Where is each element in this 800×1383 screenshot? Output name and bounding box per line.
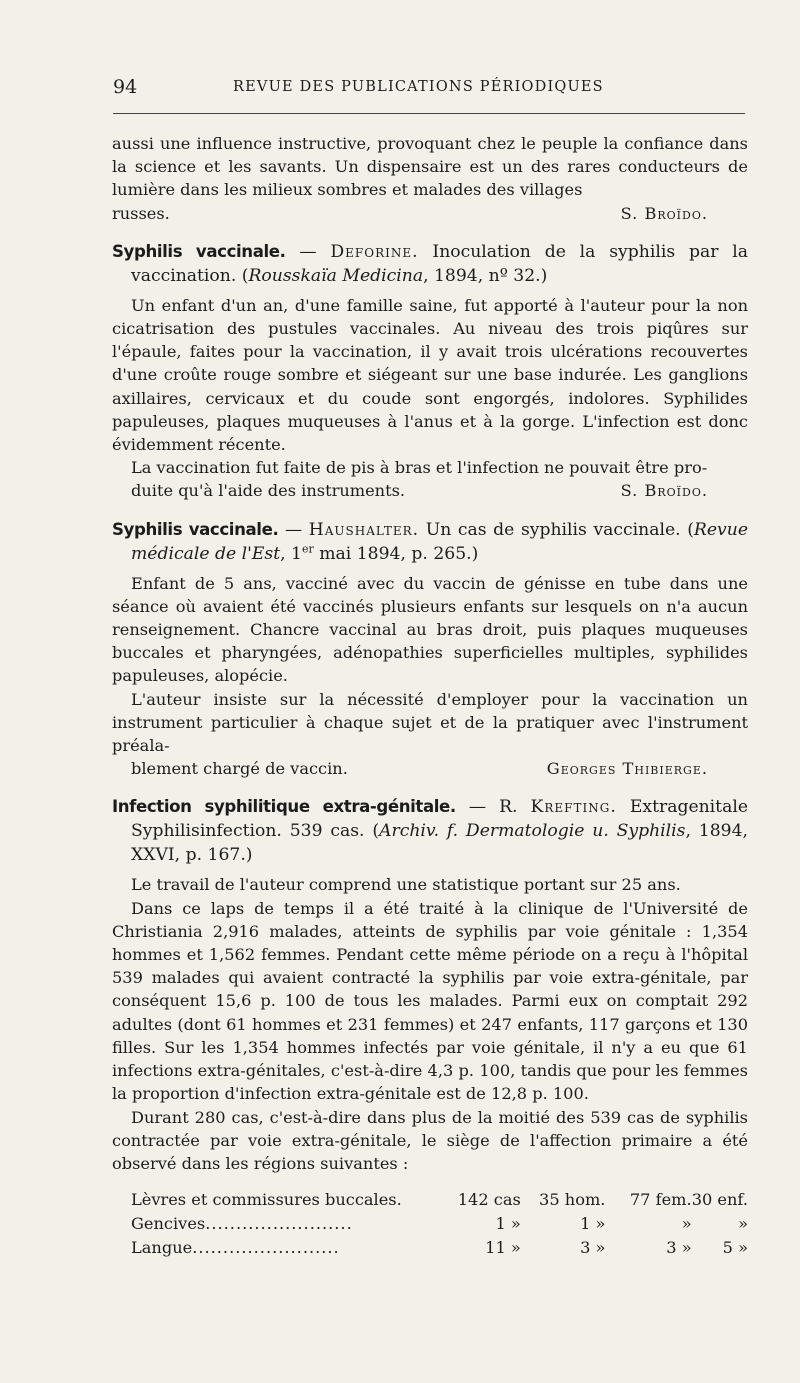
- page-header: [113, 76, 745, 106]
- intro-signature: S. Broïdo.: [620, 203, 708, 223]
- article-deforine: [112, 240, 748, 503]
- reviewer-signature: S. Broïdo.: [620, 481, 708, 501]
- intro-text: aussi une influence instructive, provoquant chez le peuple la confiance dans la science et les savants. Un dispensaire est un des rares conducteurs de lumière dans les milieux sombres et malades des villages: [112, 134, 748, 200]
- reviewer-signature: Georges Thibierge.: [546, 759, 708, 779]
- article-reference-date: mai 1894, p. 265.): [313, 543, 479, 564]
- article-paragraph: [112, 456, 748, 502]
- article-paragraph: Enfant de 5 ans, vacciné avec du vaccin de génisse en tube dans une séance où avaient été vaccinés plusieurs enfants sur lesquels on n'a aucun renseignement. Chancre vaccinal au bras droit, puis plaques muqueuses buccales et pharyngées, adénopathies superficielles multiples, syphilides papuleuses, alopécie.: [112, 573, 748, 686]
- paragraph-text: L'auteur insiste sur la nécessité d'employer pour la vaccination un instrument particulier à chaque sujet et de la pratiquer avec l'instrument préala-: [112, 689, 748, 756]
- article-heading: [112, 240, 748, 288]
- article-krefting: [112, 795, 748, 1260]
- row-label: Gencives: [131, 1214, 206, 1234]
- intro-last-line: russes.: [112, 203, 170, 223]
- article-heading: [112, 795, 748, 867]
- paragraph-last-line: blement chargé de vaccin.: [131, 759, 348, 779]
- table-cell-label: [131, 1188, 435, 1212]
- article-reference: , 1894, XXVI, p. 167.): [131, 821, 749, 866]
- article-paragraph: Dans ce laps de temps il a été traité à la clinique de l'Université de Christiania 2,916 malades, atteints de syphilis par voie génitale : 1,354 hommes et 1,562 femmes. Pendant cette même période on a reçu à l'hôpital 539 malades qui avaient contracté la syphilis par voie extra-génitale, par conséquent 15,6 p. 100 de tous les malades. Parmi eux on comptait 292 adultes (dont 61 hommes et 231 femmes) et 247 enfants, 117 garçons et 130 filles. Sur les 1,354 hommes infectés par voie génitale, il n'y a eu que 61 infections extra-génitales, c'est-à-dire 4,3 p. 100, tandis que pour les femmes la proportion d'infection extra-génitale est de 12,8 p. 100.: [112, 898, 748, 1104]
- article-reference: , 1: [280, 543, 302, 564]
- heading-dash: —: [278, 519, 309, 540]
- table-cell-children: 30 enf.: [691, 1190, 748, 1210]
- article-paragraph: Durant 280 cas, c'est-à-dire dans plus de la moitié des 539 cas de syphilis contractée par voie extra-génitale, le siège de l'affection primaire a été observé dans les régions suivantes :: [112, 1107, 748, 1173]
- article-heading: [112, 518, 748, 566]
- signature-line: [112, 757, 748, 780]
- article-description: Extragenitale Syphilisinfection. 539 cas. (: [131, 797, 749, 842]
- author-initial: R.: [499, 797, 531, 818]
- article-haushalter: [112, 518, 748, 781]
- article-title: Infection syphilitique extra-génitale.: [112, 797, 456, 817]
- header-rule: [113, 113, 745, 114]
- leader-dots: ........................: [205, 1214, 353, 1234]
- ordinal-superscript: er: [301, 541, 314, 555]
- table-cell-cases: 11 »: [485, 1238, 521, 1258]
- article-author: Deforine.: [330, 241, 419, 262]
- table-cell-men: 35 hom.: [539, 1190, 606, 1210]
- table-cell-women: »: [681, 1214, 692, 1234]
- row-label: Langue: [131, 1238, 193, 1258]
- article-description: Un cas de syphilis vaccinale. (: [419, 519, 694, 540]
- paragraph-last-line: duite qu'à l'aide des instruments.: [131, 481, 406, 501]
- article-paragraph: Un enfant d'un an, d'une famille saine, fut apporté à l'auteur pour la non cicatrisation des pustules vaccinales. Au niveau des trois piqûres sur l'épaule, faites pour la vaccination, il y avait trois ulcérations recouvertes d'une croûte rouge sombre et siégeant sur une base indurée. Les ganglions axillaires, cervicaux et du coude sont engorgés, indolores. Syphilides papuleuses, plaques muqueuses à l'anus et à la gorge. L'infection est donc évidemment récente.: [112, 295, 748, 455]
- running-title: REVUE DES PUBLICATIONS PÉRIODIQUES: [233, 79, 604, 95]
- signature-line: [112, 479, 748, 502]
- table-cell-children: 5 »: [722, 1238, 748, 1258]
- article-journal: Revue médicale de l'Est: [131, 519, 748, 564]
- table-cell-label: [131, 1212, 435, 1236]
- article-title: Syphilis vaccinale.: [112, 241, 286, 261]
- lesion-site-table: [131, 1188, 748, 1260]
- table-cell-women: 3 »: [666, 1238, 692, 1258]
- article-author: Krefting.: [530, 797, 617, 818]
- article-paragraph: Le travail de l'auteur comprend une statistique portant sur 25 ans.: [131, 875, 681, 895]
- article-author: Haushalter.: [308, 519, 420, 540]
- table-cell-cases: 142 cas: [457, 1190, 521, 1210]
- table-cell-cases: 1 »: [495, 1214, 521, 1234]
- table-cell-children: »: [738, 1214, 748, 1234]
- article-reference: , 1894, nº 32.): [423, 265, 548, 286]
- heading-dash: —: [455, 797, 500, 818]
- intro-paragraph: [112, 132, 748, 225]
- table-cell-label: [131, 1236, 435, 1260]
- table-cell-men: 1 »: [580, 1214, 606, 1234]
- table-row: [131, 1236, 748, 1260]
- heading-dash: —: [285, 241, 331, 262]
- article-description: Inoculation de la syphilis par la vaccination. (: [131, 241, 748, 286]
- article-paragraph: [112, 688, 748, 781]
- leader-dots: ........................: [192, 1238, 340, 1258]
- page-body: [112, 132, 748, 1260]
- page-number: 94: [113, 76, 138, 98]
- table-cell-women: 77 fem.: [629, 1190, 692, 1210]
- article-title: Syphilis vaccinale.: [112, 519, 279, 539]
- row-label: Lèvres et commissures buccales.: [131, 1190, 402, 1210]
- intro-signature-line: [112, 202, 748, 225]
- article-journal: Archiv. f. Dermatologie u. Syphilis: [379, 821, 686, 842]
- table-cell-men: 3 »: [580, 1238, 606, 1258]
- article-journal: Rousskaïa Medicina: [248, 265, 424, 286]
- table-row: [131, 1188, 748, 1212]
- paragraph-text: La vaccination fut faite de pis à bras et l'infection ne pouvait être pro-: [131, 458, 708, 478]
- table-row: [131, 1212, 748, 1236]
